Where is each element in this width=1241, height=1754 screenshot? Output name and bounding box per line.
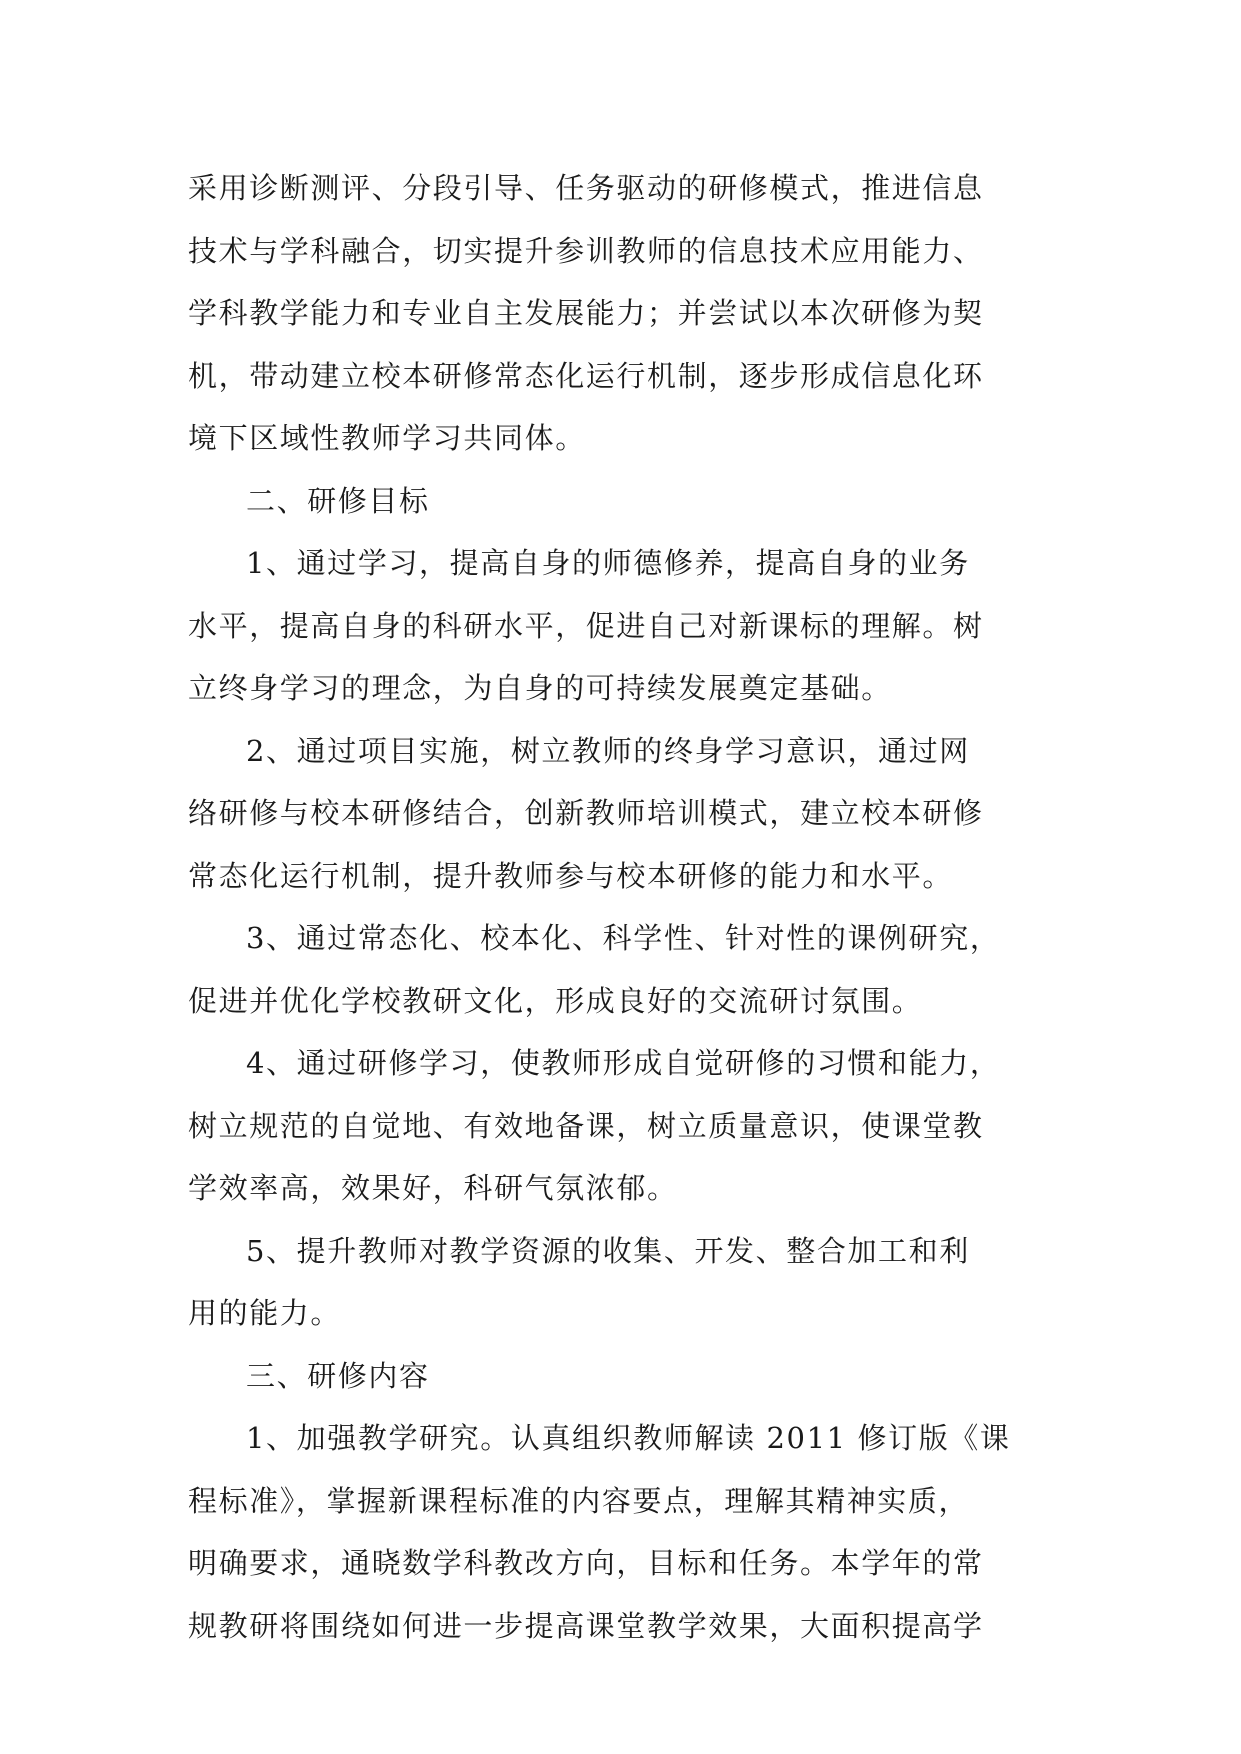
text-line: 水平，提高自身的科研水平，促进自己对新课标的理解。树 [188, 608, 984, 643]
text-line: 规教研将围绕如何进一步提高课堂教学效果，大面积提高学 [188, 1608, 984, 1643]
text-line: 学效率高，效果好，科研气氛浓郁。 [188, 1171, 678, 1205]
text-line: 明确要求，通晓数学科教改方向，目标和任务。本学年的常 [188, 1546, 984, 1580]
text-line: 4、通过研修学习，使教师形成自觉研修的习惯和能力， [246, 1046, 1001, 1080]
text-line: 促进并优化学校教研文化，形成良好的交流研讨氛围。 [188, 983, 923, 1018]
text-line: 程标准》，掌握新课程标准的内容要点，理解其精神实质， [188, 1483, 970, 1518]
text-line: 用的能力。 [188, 1296, 342, 1330]
section-heading: 三、研修内容 [246, 1358, 430, 1393]
text-line: 采用诊断测评、分段引导、任务驱动的研修模式，推进信息 [188, 171, 984, 205]
text-line: 树立规范的自觉地、有效地备课，树立质量意识，使课堂教 [188, 1108, 984, 1143]
text-line: 技术与学科融合，切实提升参训教师的信息技术应用能力、 [188, 233, 984, 268]
text-line: 3、通过常态化、校本化、科学性、针对性的课例研究， [246, 921, 1001, 955]
text-line: 学科教学能力和专业自主发展能力；并尝试以本次研修为契 [188, 296, 984, 330]
text-line: 1、通过学习，提高自身的师德修养，提高自身的业务 [246, 546, 970, 580]
document-body [188, 157, 1048, 1657]
text-line: 常态化运行机制，提升教师参与校本研修的能力和水平。 [188, 858, 954, 893]
text-line: 络研修与校本研修结合，创新教师培训模式，建立校本研修 [188, 796, 984, 830]
text-line: 机，带动建立校本研修常态化运行机制，逐步形成信息化环 [188, 358, 984, 393]
text-line: 立终身学习的理念，为自身的可持续发展奠定基础。 [188, 671, 892, 705]
section-heading: 二、研修目标 [246, 483, 430, 518]
text-line: 1、加强教学研究。认真组织教师解读 2011 修订版《课 [246, 1421, 1011, 1455]
text-line: 境下区域性教师学习共同体。 [188, 421, 586, 455]
text-line: 5、提升教师对教学资源的收集、开发、整合加工和利 [246, 1233, 970, 1268]
text-line: 2、通过项目实施，树立教师的终身学习意识，通过网 [246, 733, 970, 768]
